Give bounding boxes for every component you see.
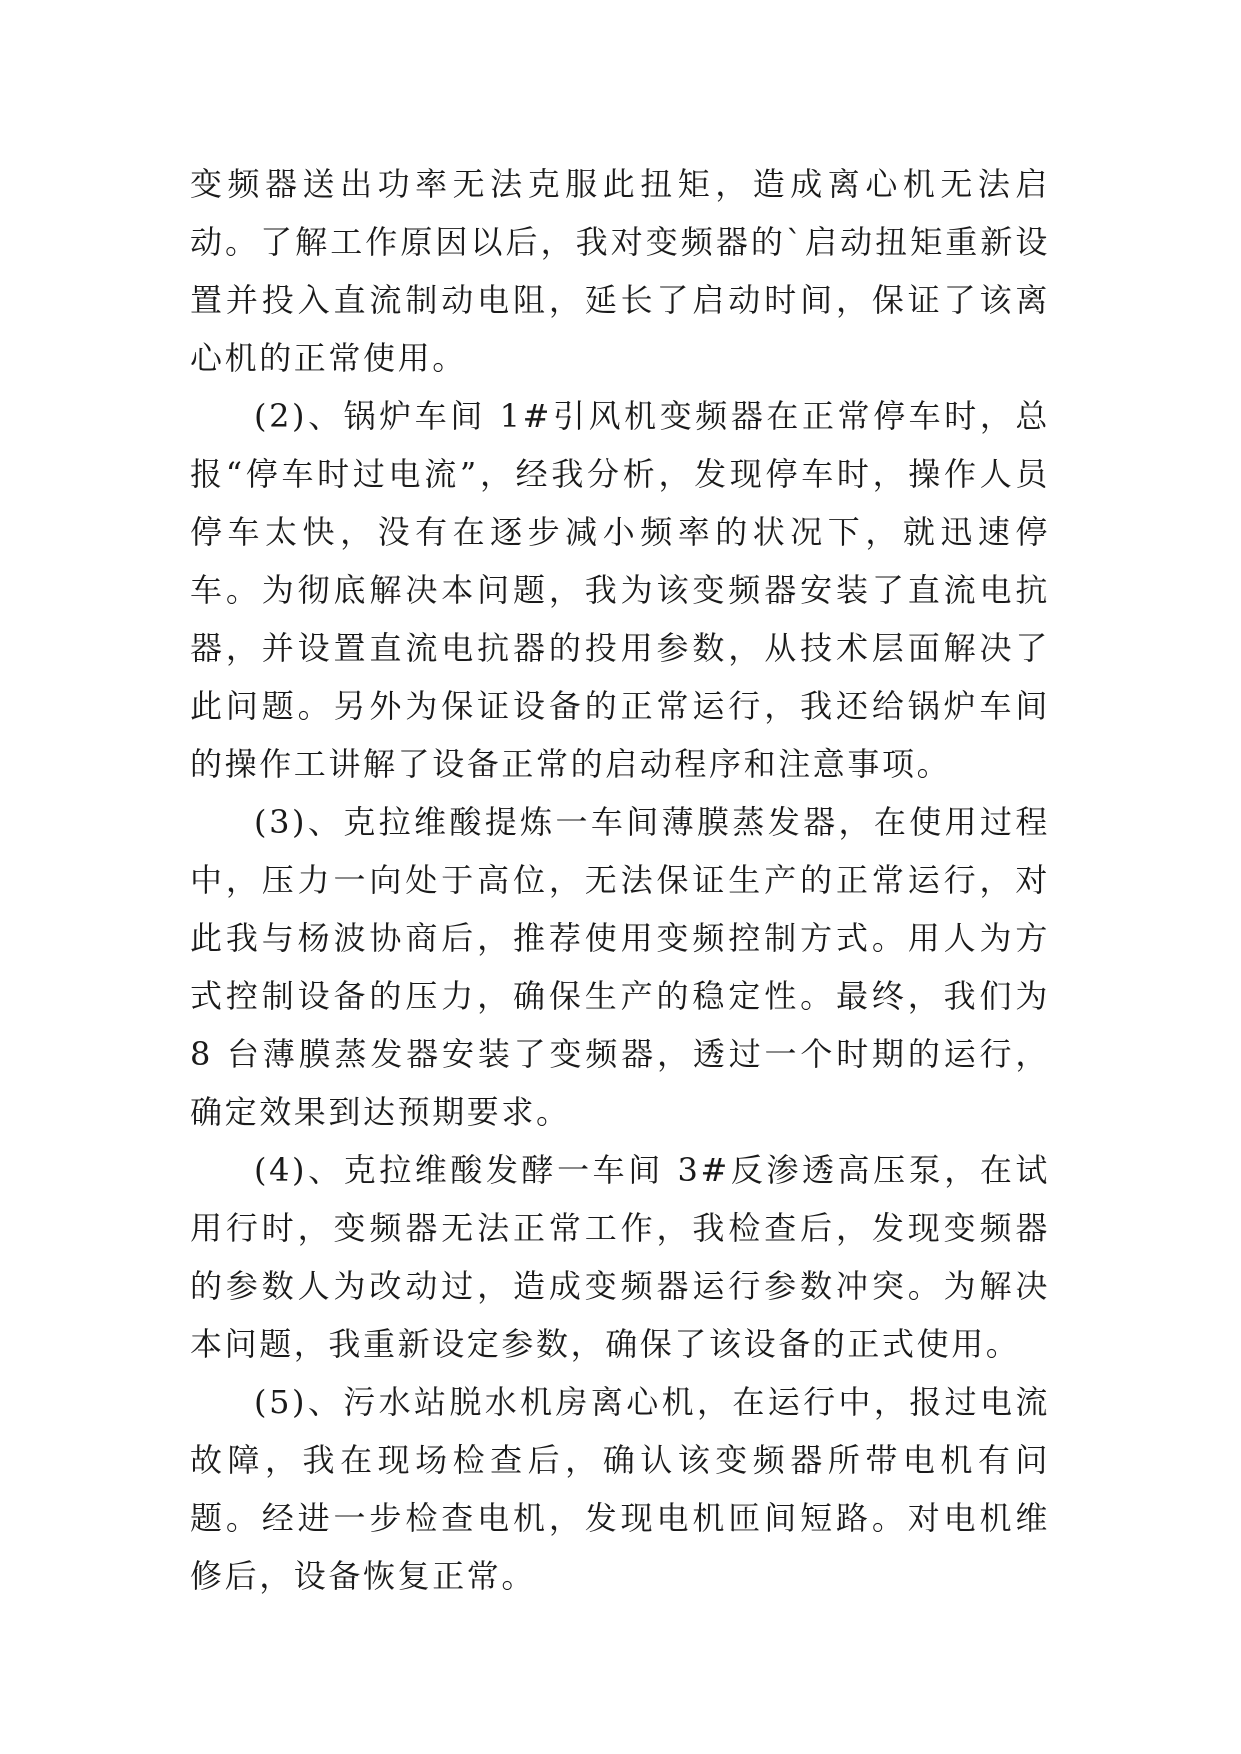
document-body — [190, 155, 1050, 1605]
paragraph-item-4: (4)、克拉维酸发酵一车间 3#反渗透高压泵，在试用行时，变频器无法正常工作，我检查后，发现变频器的参数人为改动过，造成变频器运行参数冲突。为解决本问题，我重新设定参数，确保了该设备的正式使用。 — [190, 1151, 1050, 1363]
paragraph-item-2: (2)、锅炉车间 1#引风机变频器在正常停车时，总报“停车时过电流”，经我分析，发现停车时，操作人员停车太快，没有在逐步减小频率的状况下，就迅速停车。为彻底解决本问题，我为该变频器安装了直流电抗器，并设置直流电抗器的投用参数，从技术层面解决了此问题。另外为保证设备的正常运行，我还给锅炉车间的操作工讲解了设备正常的启动程序和注意事项。 — [190, 397, 1050, 783]
paragraph-item-3: (3)、克拉维酸提炼一车间薄膜蒸发器，在使用过程中，压力一向处于高位，无法保证生产的正常运行，对此我与杨波协商后，推荐使用变频控制方式。用人为方式控制设备的压力，确保生产的稳定性。最终，我们为 8 台薄膜蒸发器安装了变频器，透过一个时期的运行，确定效果到达预期要求。 — [190, 803, 1050, 1131]
paragraph-item-5: (5)、污水站脱水机房离心机，在运行中，报过电流故障，我在现场检查后，确认该变频器所带电机有问题。经进一步检查电机，发现电机匝间短路。对电机维修后，设备恢复正常。 — [190, 1383, 1050, 1595]
paragraph-continuation: 变频器送出功率无法克服此扭矩，造成离心机无法启动。了解工作原因以后，我对变频器的`启动扭矩重新设置并投入直流制动电阻，延长了启动时间，保证了该离心机的正常使用。 — [190, 165, 1050, 377]
